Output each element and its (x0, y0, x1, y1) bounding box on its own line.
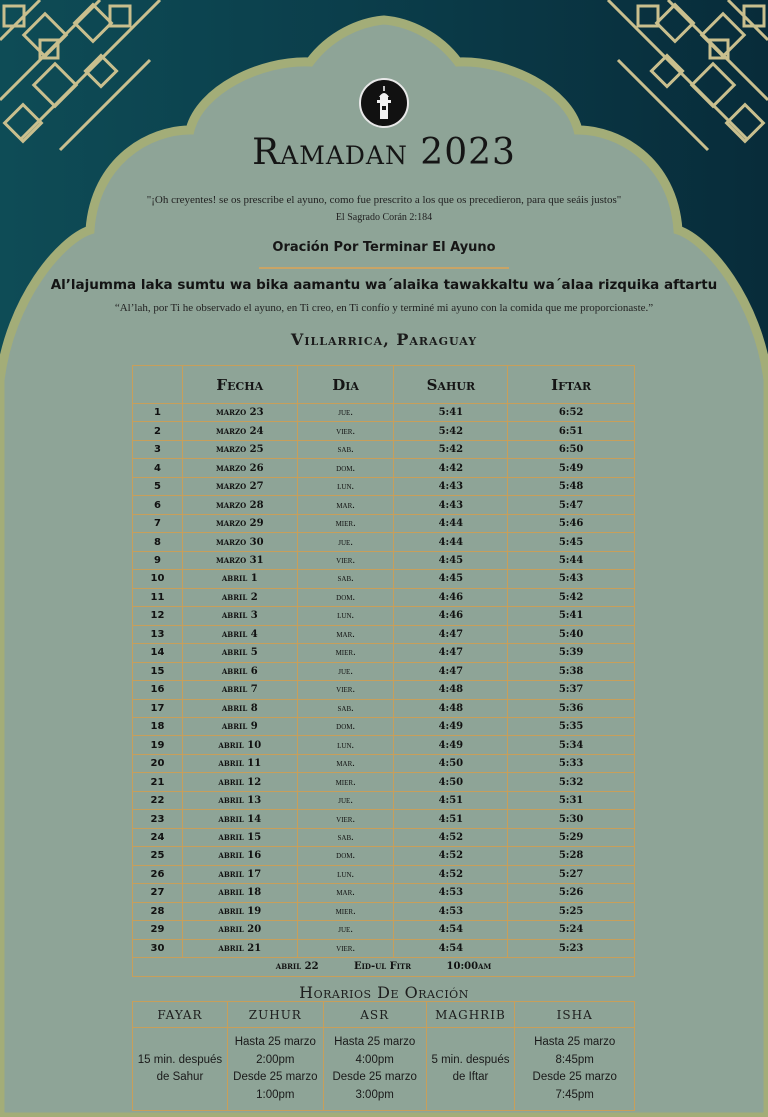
column-header (133, 366, 183, 404)
prayer-times-title: Horarios De Oración (299, 983, 469, 1002)
date-cell: abril 6 (182, 662, 297, 680)
eid-cell (133, 958, 635, 976)
day-number: 7 (133, 514, 183, 532)
cell-line: 5 min. después (431, 1053, 510, 1066)
eid-date: abril 22 (275, 961, 319, 973)
day-number: 27 (133, 884, 183, 902)
day-number: 25 (133, 847, 183, 865)
date-cell: marzo 25 (182, 440, 297, 458)
table-row (133, 791, 635, 809)
prayer-header-row (133, 1002, 635, 1028)
sahur-time: 4:52 (394, 865, 508, 883)
weekday-cell: dom. (297, 588, 394, 606)
date-cell: abril 19 (182, 902, 297, 920)
table-row (133, 496, 635, 514)
minaret-icon (359, 78, 409, 128)
cell-line: 4:00pm (355, 1053, 394, 1066)
date-cell: abril 2 (182, 588, 297, 606)
sahur-time: 4:53 (394, 884, 508, 902)
sahur-time: 4:48 (394, 681, 508, 699)
iftar-time: 6:52 (508, 404, 635, 422)
iftar-time: 5:35 (508, 717, 635, 735)
column-header: Fecha (182, 366, 297, 404)
prayer-heading: Oración Por Terminar El Ayuno (272, 240, 496, 255)
prayer-header: ISHA (515, 1002, 635, 1028)
cell-line: 3:00pm (355, 1088, 394, 1101)
iftar-time: 6:51 (508, 422, 635, 440)
weekday-cell: lun. (297, 865, 394, 883)
cell-line: Desde 25 marzo (332, 1071, 417, 1083)
day-number: 11 (133, 588, 183, 606)
date-cell: abril 4 (182, 625, 297, 643)
table-row (133, 440, 635, 458)
asr-cell (323, 1028, 426, 1111)
quote-source: El Sagrado Corán 2:184 (335, 212, 433, 223)
iftar-time: 5:45 (508, 533, 635, 551)
iftar-time: 5:41 (508, 607, 635, 625)
date-cell: abril 13 (182, 791, 297, 809)
eid-label: Eid-ul Fitr (354, 961, 412, 973)
weekday-cell: lun. (297, 736, 394, 754)
iftar-time: 5:23 (508, 939, 635, 957)
table-row (133, 533, 635, 551)
table-row (133, 644, 635, 662)
day-number: 15 (133, 662, 183, 680)
date-cell: marzo 23 (182, 404, 297, 422)
day-number: 19 (133, 736, 183, 754)
sahur-time: 4:54 (394, 921, 508, 939)
sahur-time: 4:42 (394, 459, 508, 477)
prayer-header: MAGHRIB (426, 1002, 515, 1028)
date-cell: marzo 31 (182, 551, 297, 569)
weekday-cell: lun. (297, 607, 394, 625)
iftar-time: 5:31 (508, 791, 635, 809)
table-row (133, 828, 635, 846)
cell-line: Hasta 25 marzo (234, 1036, 316, 1048)
sahur-time: 4:50 (394, 773, 508, 791)
weekday-cell: mier. (297, 773, 394, 791)
weekday-cell: mier. (297, 644, 394, 662)
date-cell: abril 21 (182, 939, 297, 957)
table-row (133, 773, 635, 791)
table-row (133, 588, 635, 606)
weekday-cell: mar. (297, 625, 394, 643)
date-cell: marzo 29 (182, 514, 297, 532)
table-row (133, 404, 635, 422)
day-number: 5 (133, 477, 183, 495)
table-row (133, 662, 635, 680)
date-cell: abril 14 (182, 810, 297, 828)
maghrib-cell (426, 1028, 515, 1111)
date-cell: abril 16 (182, 847, 297, 865)
sahur-time: 5:42 (394, 422, 508, 440)
table-row (133, 681, 635, 699)
iftar-time: 5:24 (508, 921, 635, 939)
date-cell: abril 18 (182, 884, 297, 902)
city-heading: Villarrica, Paraguay (290, 330, 478, 349)
iftar-time: 5:32 (508, 773, 635, 791)
table-row (133, 939, 635, 957)
table-row (133, 884, 635, 902)
date-cell: abril 5 (182, 644, 297, 662)
iftar-time: 5:34 (508, 736, 635, 754)
day-number: 8 (133, 533, 183, 551)
day-number: 21 (133, 773, 183, 791)
date-cell: abril 15 (182, 828, 297, 846)
weekday-cell: vier. (297, 939, 394, 957)
date-cell: marzo 28 (182, 496, 297, 514)
date-cell: abril 11 (182, 754, 297, 772)
sahur-time: 4:46 (394, 588, 508, 606)
table-row (133, 514, 635, 532)
cell-line: 1:00pm (256, 1088, 295, 1101)
day-number: 2 (133, 422, 183, 440)
iftar-time: 6:50 (508, 440, 635, 458)
eid-row (133, 958, 635, 976)
day-number: 9 (133, 551, 183, 569)
day-number: 3 (133, 440, 183, 458)
table-row (133, 736, 635, 754)
ramadan-table (132, 365, 635, 977)
day-number: 23 (133, 810, 183, 828)
table-row (133, 754, 635, 772)
sahur-time: 4:43 (394, 496, 508, 514)
iftar-time: 5:25 (508, 902, 635, 920)
date-cell: abril 3 (182, 607, 297, 625)
cell-line: de Sahur (156, 1071, 204, 1083)
weekday-cell: vier. (297, 810, 394, 828)
weekday-cell: vier. (297, 422, 394, 440)
sahur-time: 5:42 (394, 440, 508, 458)
weekday-cell: sab. (297, 570, 394, 588)
date-cell: abril 10 (182, 736, 297, 754)
column-header: Sahur (394, 366, 508, 404)
day-number: 13 (133, 625, 183, 643)
weekday-cell: mar. (297, 884, 394, 902)
weekday-cell: mar. (297, 496, 394, 514)
column-header: Iftar (508, 366, 635, 404)
table-row (133, 699, 635, 717)
day-number: 24 (133, 828, 183, 846)
prayer-header: ZUHUR (227, 1002, 323, 1028)
iftar-time: 5:33 (508, 754, 635, 772)
sahur-time: 4:52 (394, 828, 508, 846)
sahur-time: 4:44 (394, 533, 508, 551)
sahur-time: 4:45 (394, 570, 508, 588)
divider (259, 267, 509, 269)
weekday-cell: vier. (297, 551, 394, 569)
sahur-time: 4:46 (394, 607, 508, 625)
sahur-time: 4:53 (394, 902, 508, 920)
weekday-cell: lun. (297, 477, 394, 495)
iftar-time: 5:46 (508, 514, 635, 532)
eid-time: 10:00am (446, 961, 492, 973)
day-number: 12 (133, 607, 183, 625)
iftar-time: 5:37 (508, 681, 635, 699)
iftar-time: 5:49 (508, 459, 635, 477)
iftar-time: 5:39 (508, 644, 635, 662)
day-number: 22 (133, 791, 183, 809)
sahur-time: 5:41 (394, 404, 508, 422)
table-row (133, 921, 635, 939)
iftar-time: 5:27 (508, 865, 635, 883)
day-number: 28 (133, 902, 183, 920)
table-header-row (133, 366, 635, 404)
sahur-time: 4:52 (394, 847, 508, 865)
weekday-cell: jue. (297, 791, 394, 809)
iftar-time: 5:29 (508, 828, 635, 846)
weekday-cell: dom. (297, 717, 394, 735)
sahur-time: 4:47 (394, 625, 508, 643)
weekday-cell: sab. (297, 440, 394, 458)
weekday-cell: mar. (297, 754, 394, 772)
table-row (133, 865, 635, 883)
table-row (133, 551, 635, 569)
table-row (133, 717, 635, 735)
sahur-time: 4:47 (394, 644, 508, 662)
date-cell: marzo 26 (182, 459, 297, 477)
iftar-time: 5:40 (508, 625, 635, 643)
cell-line: Desde 25 marzo (532, 1071, 617, 1083)
iftar-time: 5:42 (508, 588, 635, 606)
weekday-cell: dom. (297, 459, 394, 477)
prayer-times-row (133, 1028, 635, 1111)
weekday-cell: vier. (297, 681, 394, 699)
day-number: 18 (133, 717, 183, 735)
iftar-time: 5:26 (508, 884, 635, 902)
table-row (133, 625, 635, 643)
sahur-time: 4:50 (394, 754, 508, 772)
date-cell: marzo 30 (182, 533, 297, 551)
table-row (133, 902, 635, 920)
day-number: 26 (133, 865, 183, 883)
zuhur-cell (227, 1028, 323, 1111)
fayar-cell (133, 1028, 228, 1111)
weekday-cell: sab. (297, 828, 394, 846)
cell-line: 15 min. después (137, 1053, 223, 1066)
iftar-time: 5:44 (508, 551, 635, 569)
iftar-time: 5:36 (508, 699, 635, 717)
sahur-time: 4:51 (394, 791, 508, 809)
iftar-time: 5:47 (508, 496, 635, 514)
day-number: 17 (133, 699, 183, 717)
table-row (133, 477, 635, 495)
table-row (133, 422, 635, 440)
weekday-cell: sab. (297, 699, 394, 717)
date-cell: abril 17 (182, 865, 297, 883)
date-cell: abril 9 (182, 717, 297, 735)
sahur-time: 4:47 (394, 662, 508, 680)
cell-line: de Iftar (452, 1071, 489, 1083)
sahur-time: 4:49 (394, 717, 508, 735)
sahur-time: 4:45 (394, 551, 508, 569)
column-header: Dia (297, 366, 394, 404)
page-title: Ramadan 2023 (252, 132, 516, 173)
iftar-time: 5:38 (508, 662, 635, 680)
iftar-time: 5:43 (508, 570, 635, 588)
dua-text: Al’lajumma laka sumtu wa bika aamantu wa´alaika tawakkaltu wa´alaa rizquika aftartu (50, 277, 718, 293)
table-row (133, 570, 635, 588)
cell-line: 8:45pm (555, 1053, 594, 1066)
date-cell: abril 7 (182, 681, 297, 699)
dua-translation: “Al’lah, por Ti he observado el ayuno, en Ti creo, en Ti confío y terminé mi ayuno con la comida que me proporcionaste.” (114, 302, 654, 314)
iftar-time: 5:48 (508, 477, 635, 495)
day-number: 16 (133, 681, 183, 699)
prayer-header: ASR (323, 1002, 426, 1028)
day-number: 10 (133, 570, 183, 588)
prayer-times-table (132, 1001, 635, 1111)
sahur-time: 4:44 (394, 514, 508, 532)
weekday-cell: jue. (297, 921, 394, 939)
weekday-cell: dom. (297, 847, 394, 865)
day-number: 14 (133, 644, 183, 662)
sahur-time: 4:48 (394, 699, 508, 717)
date-cell: marzo 27 (182, 477, 297, 495)
day-number: 1 (133, 404, 183, 422)
sahur-time: 4:43 (394, 477, 508, 495)
cell-line: Hasta 25 marzo (334, 1036, 416, 1048)
sahur-time: 4:51 (394, 810, 508, 828)
weekday-cell: jue. (297, 404, 394, 422)
day-number: 29 (133, 921, 183, 939)
day-number: 6 (133, 496, 183, 514)
table-row (133, 847, 635, 865)
cell-line: 2:00pm (256, 1053, 295, 1066)
day-number: 4 (133, 459, 183, 477)
prayer-header: FAYAR (133, 1002, 228, 1028)
date-cell: abril 12 (182, 773, 297, 791)
table-row (133, 607, 635, 625)
day-number: 20 (133, 754, 183, 772)
date-cell: abril 20 (182, 921, 297, 939)
quran-quote: "¡Oh creyentes! se os prescribe el ayuno, como fue prescrito a los que os precedieron, para que seáis justos" (146, 194, 622, 206)
weekday-cell: mier. (297, 514, 394, 532)
cell-line: Hasta 25 marzo (534, 1036, 616, 1048)
isha-cell (515, 1028, 635, 1111)
weekday-cell: jue. (297, 662, 394, 680)
sahur-time: 4:54 (394, 939, 508, 957)
cell-line: Desde 25 marzo (233, 1071, 318, 1083)
iftar-time: 5:30 (508, 810, 635, 828)
sahur-time: 4:49 (394, 736, 508, 754)
date-cell: marzo 24 (182, 422, 297, 440)
day-number: 30 (133, 939, 183, 957)
weekday-cell: jue. (297, 533, 394, 551)
date-cell: abril 1 (182, 570, 297, 588)
iftar-time: 5:28 (508, 847, 635, 865)
table-row (133, 459, 635, 477)
table-row (133, 810, 635, 828)
date-cell: abril 8 (182, 699, 297, 717)
cell-line: 7:45pm (555, 1088, 594, 1101)
weekday-cell: mier. (297, 902, 394, 920)
